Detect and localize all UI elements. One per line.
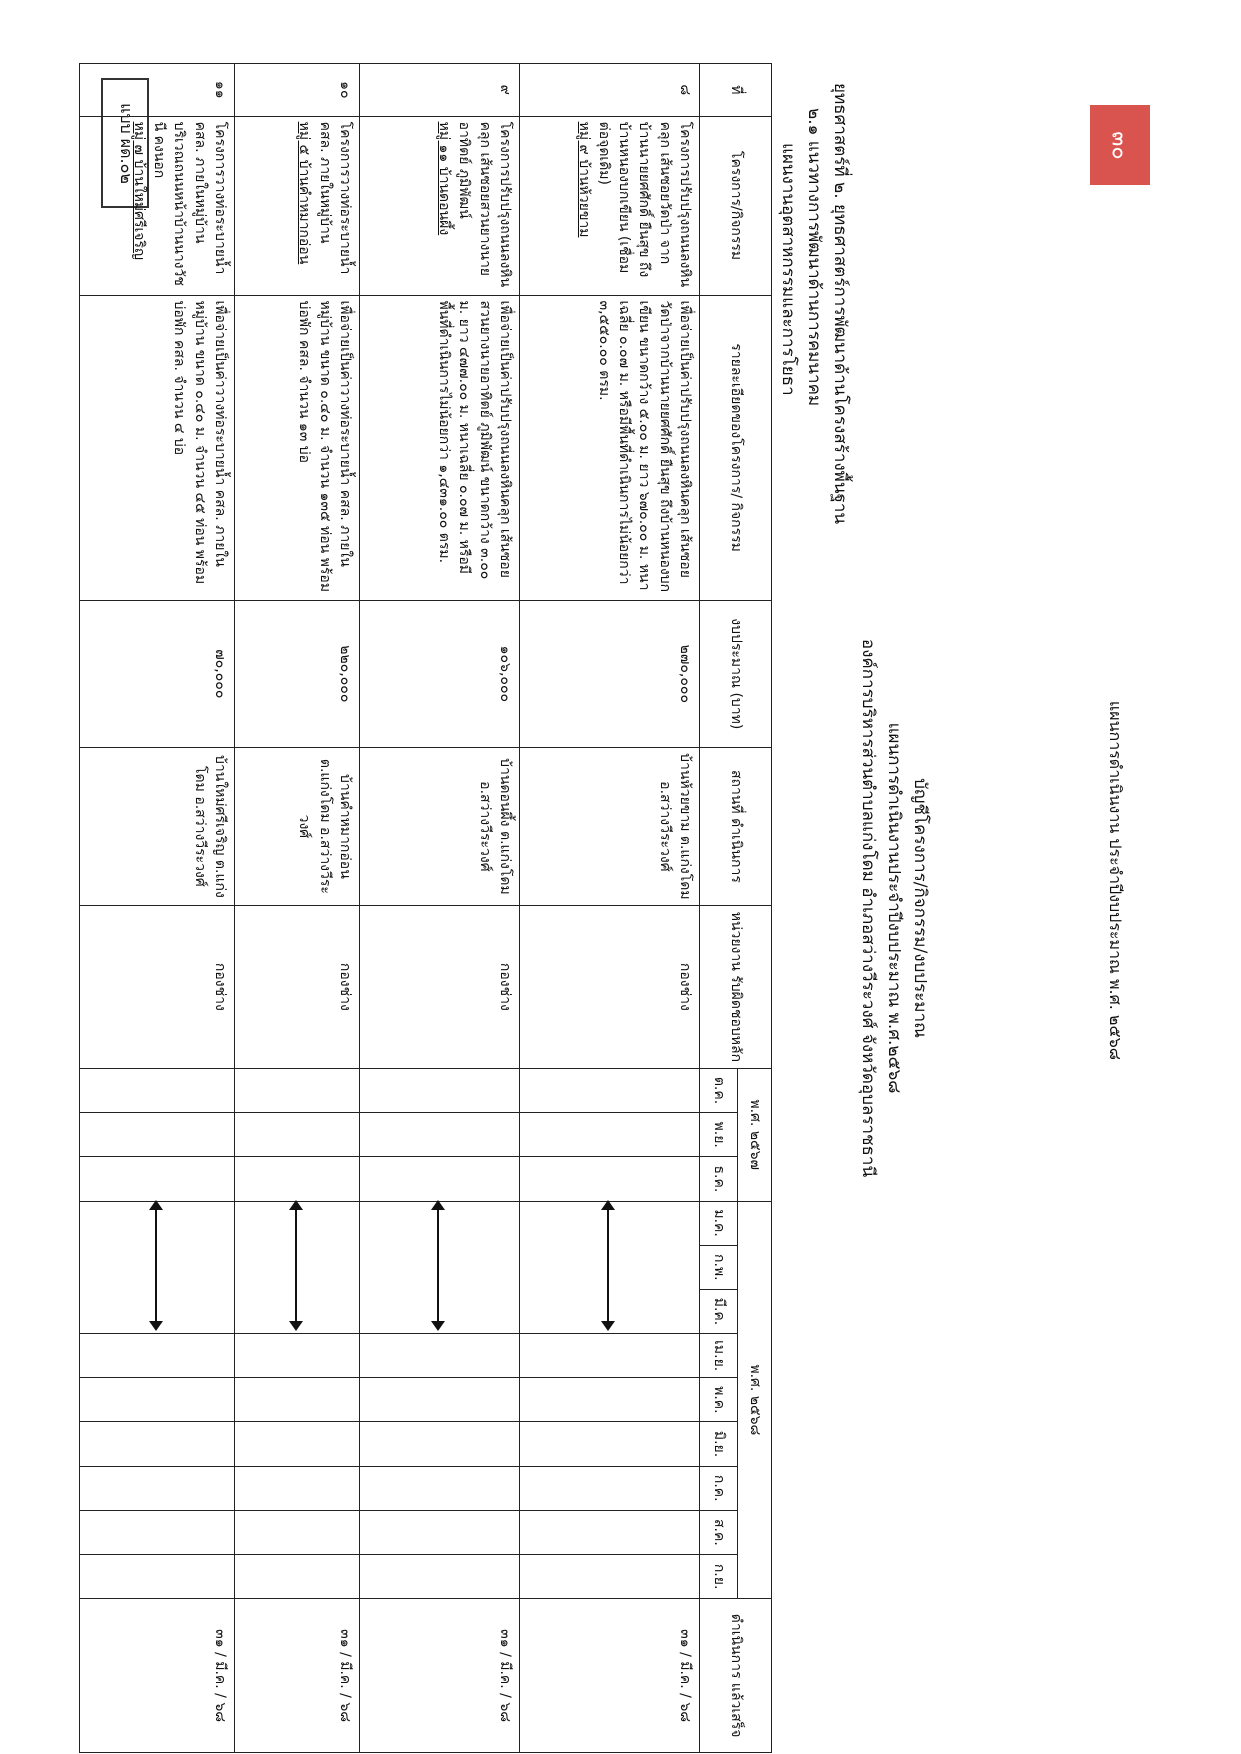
header-location: สถานที่ ดำเนินการ <box>700 747 772 905</box>
row-no: ๑๐ <box>235 64 360 117</box>
month-header: ธ.ค. <box>700 1157 738 1201</box>
row-agency: กองช่าง <box>520 905 700 1068</box>
project-name: โครงการปรับปรุงถนนลงหินคลุก เส้นซอยวัดป่า จากบ้านนายยศศักดิ์ ยืนสุข ถึงบ้านหนองบกเขียน (เชื่อมต่อจุดเดิม) <box>595 121 693 288</box>
page-footer <box>1095 700 1135 1060</box>
month-header: ต.ค. <box>700 1068 738 1112</box>
project-name: โครงการวางท่อระบายน้ำ คสล. ภายในหมู่บ้าน บริเวณถนนหน้าบ้านนางวัชนี คงนอก <box>151 121 228 286</box>
header-project: โครงการ/กิจกรรม <box>700 116 772 295</box>
month-header: ก.ย. <box>700 1555 738 1599</box>
month-header: เม.ย. <box>700 1334 738 1378</box>
heading-line2: แผนการดำเนินงานประจำปีงบประมาณ พ.ศ.๒๕๖๘ <box>884 722 904 1094</box>
row-location: บ้านดอนผึ้ง ต.แก่งโดม อ.สว่างวีระวงศ์ <box>360 747 520 905</box>
row-no: ๙ <box>360 64 520 117</box>
row-project <box>360 116 520 295</box>
schedule-arrow <box>438 1202 440 1330</box>
month-header: ก.พ. <box>700 1245 738 1289</box>
row-done: ๓๑ / มี.ค. / ๖๘ <box>360 1599 520 1753</box>
row-budget: ๒๒๐,๐๐๐ <box>235 600 360 747</box>
month-header: มิ.ย. <box>700 1422 738 1466</box>
month-header: พ.ย. <box>700 1113 738 1157</box>
row-detail: เพื่อจ่ายเป็นค่าวางท่อระบายน้ำ คสล. ภายในหมู่บ้าน ขนาด ๐.๔๐ ม. จำนวน ๔๕ ท่อน พร้อมบ่อพัก คสล. จำนวน ๔ บ่อ <box>80 295 235 600</box>
row-done: ๓๑ / มี.ค. / ๖๘ <box>80 1599 235 1753</box>
row-no: ๘ <box>520 64 700 117</box>
header-done: ดำเนินการ แล้วเสร็จ <box>700 1599 772 1753</box>
row-budget: ๒๗๐,๐๐๐ <box>520 600 700 747</box>
schedule-cell <box>235 1201 360 1334</box>
row-detail: เพื่อจ่ายเป็นค่าปรับปรุงถนนลงหินคลุก เส้นซอยสวนยางนายอาทิตย์ ภูมิพัฒน์ ขนาดกว้าง ๓.๐๐ ม. ยาว ๔๗๗.๐๐ ม. หนาเฉลี่ย ๐.๐๗ ม. หรือมีพื้นที่ดำเนินการไม่น้อยกว่า ๑,๔๓๑.๐๐ ตรม. <box>360 295 520 600</box>
row-location: บ้านห้วยขาม ต.แก่งโดม อ.สว่างวีระวงศ์ <box>520 747 700 905</box>
header-year-2568: พ.ศ. ๒๕๖๘ <box>738 1201 772 1599</box>
project-name: โครงการวางท่อระบายน้ำ คสล. ภายในหมู่บ้าน <box>316 121 353 275</box>
table-row <box>520 64 700 1753</box>
project-name: โครงการปรับปรุงถนนลงหินคลุก เส้นซอยสวนยางนายอาทิตย์ ภูมิพัฒน์ <box>456 121 513 288</box>
approach-line: ๒.๑ แนวทางการพัฒนาด้านการคมนาคม <box>804 108 824 407</box>
schedule-cell <box>80 1201 235 1334</box>
row-project <box>520 116 700 295</box>
row-done: ๓๑ / มี.ค. / ๖๘ <box>520 1599 700 1753</box>
page-number: ๓๐ <box>1106 130 1132 160</box>
project-village: หมู่ ๕ บ้านคำหมากอ่อน <box>296 121 313 265</box>
row-location: บ้านใหม่ศรีเจริญ ต.แก่งโดม อ.สว่างวีระวงศ์ <box>80 747 235 905</box>
month-header: พ.ค. <box>700 1378 738 1422</box>
month-header: ส.ค. <box>700 1510 738 1554</box>
table-row <box>360 64 520 1753</box>
row-agency: กองช่าง <box>360 905 520 1068</box>
heading-line1: บัญชีโครงการ/กิจกรรม/งบประมาณ <box>910 778 930 1038</box>
schedule-arrow <box>295 1202 297 1330</box>
form-code: แบบ ผด.๐๒ <box>116 102 136 184</box>
schedule-arrow <box>608 1202 610 1330</box>
row-budget: ๑๐๖,๐๐๐ <box>360 600 520 747</box>
project-village: หมู่ ๙ บ้านห้วยขาม <box>575 121 592 238</box>
footer-text: แผนการดำเนินงาน ประจำปีงบประมาณ พ.ศ. ๒๕๖๘ <box>1106 700 1126 1060</box>
project-table <box>79 63 772 1753</box>
document-heading <box>780 63 1070 1753</box>
month-header: ม.ค. <box>700 1201 738 1245</box>
schedule-arrow <box>155 1202 157 1330</box>
row-done: ๓๑ / มี.ค. / ๖๘ <box>235 1599 360 1753</box>
heading-line3: องค์การบริหารส่วนตำบลแก่งโดม อำเภอสว่างวีระวงศ์ จังหวัดอุบลราชธานี <box>858 638 878 1178</box>
row-detail: เพื่อจ่ายเป็นค่าปรับปรุงถนนลงหินคลุก เส้นซอยวัดป่าจากบ้านนายยศศักดิ์ ยืนสุข ถึงบ้านหนองบกเขียน ขนาดกว้าง ๕.๐๐ ม. ยาว ๖๗๐.๐๐ ม. หนาเฉลี่ย ๐.๐๗ ม. หรือมีพื้นที่ดำเนินการไม่น้อยกว่า ๓,๕๕๐.๐๐ ตรม. <box>520 295 700 600</box>
row-budget: ๗๐,๐๐๐ <box>80 600 235 747</box>
row-project <box>235 116 360 295</box>
header-no: ที่ <box>700 64 772 117</box>
row-agency: กองช่าง <box>80 905 235 1068</box>
header-year-2567: พ.ศ. ๒๕๖๗ <box>738 1068 772 1201</box>
plan-line: แผนงานอุตสาหกรรมและการโยธา <box>778 143 798 396</box>
header-budget: งบประมาณ (บาท) <box>700 600 772 747</box>
header-agency: หน่วยงาน รับผิดชอบหลัก <box>700 905 772 1068</box>
project-village: หมู่ ๑๑ บ้านดอนผึ้ง <box>436 121 453 236</box>
rotated-document <box>70 63 1070 1753</box>
schedule-cell <box>360 1201 520 1334</box>
schedule-cell <box>520 1201 700 1334</box>
row-detail: เพื่อจ่ายเป็นค่าวางท่อระบายน้ำ คสล. ภายในหมู่บ้าน ขนาด ๐.๔๐ ม. จำนวน ๑๓๕ ท่อน พร้อมบ่อพัก คสล. จำนวน ๑๓ บ่อ <box>235 295 360 600</box>
table-row <box>80 64 235 1753</box>
table-row <box>235 64 360 1753</box>
row-location: บ้านคำหมากอ่อน ต.แก่งโดม อ.สว่างวีระวงศ์ <box>235 747 360 905</box>
month-header: ก.ค. <box>700 1466 738 1510</box>
month-header: มี.ค. <box>700 1289 738 1333</box>
strategy-line: ยุทธศาสตร์ที่ ๒. ยุทธศาสตร์การพัฒนาด้านโครงสร้างพื้นฐาน <box>830 83 850 525</box>
row-agency: กองช่าง <box>235 905 360 1068</box>
project-village: หมู่ ๗ บ้านใหม่ศรีเจริญ <box>130 121 147 260</box>
header-detail: รายละเอียดของโครงการ/ กิจกรรม <box>700 295 772 600</box>
row-no: ๑๑ <box>80 64 235 117</box>
page-number-badge <box>1090 105 1150 185</box>
row-project <box>80 116 235 295</box>
